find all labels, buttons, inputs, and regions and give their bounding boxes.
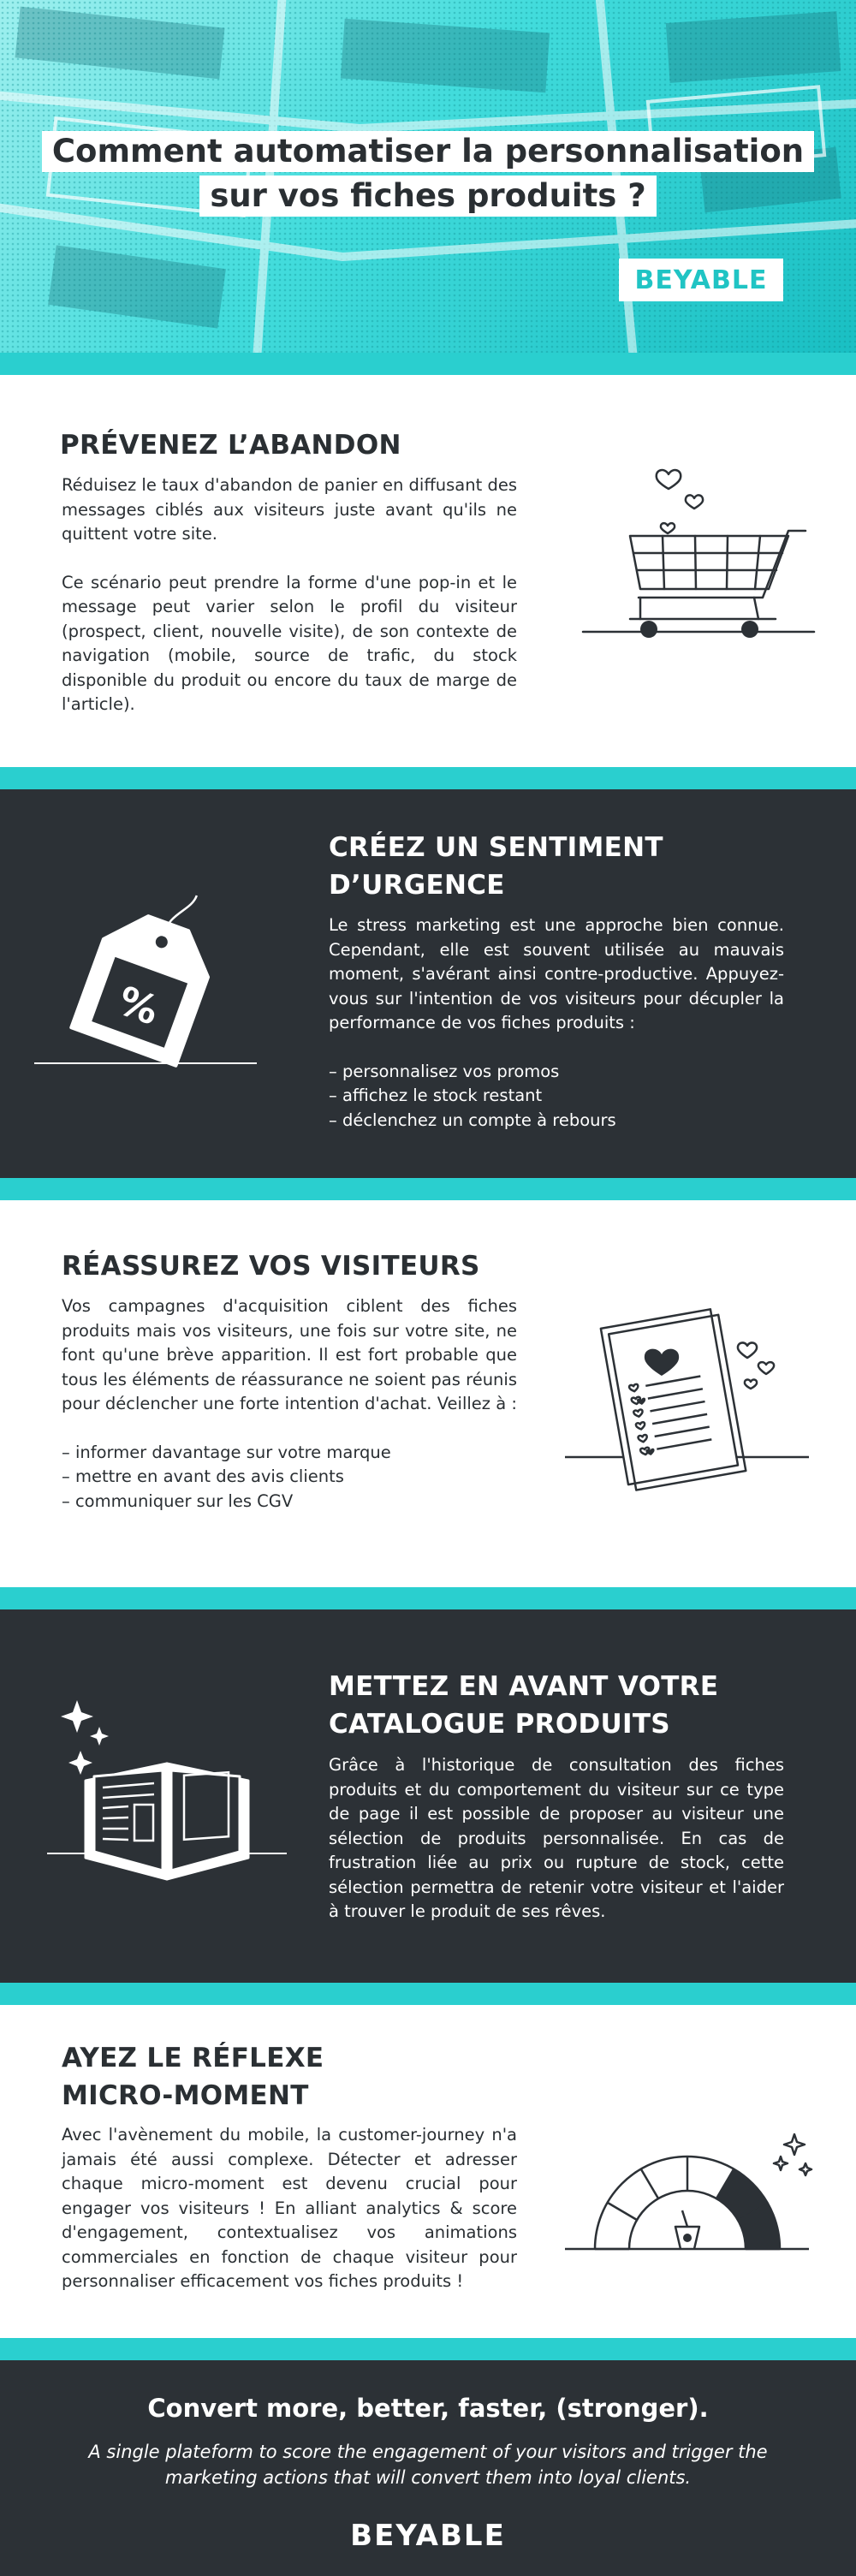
bullet-item: – communiquer sur les CGV bbox=[62, 1490, 294, 1511]
bullet-item: – informer davantage sur votre marque bbox=[62, 1442, 391, 1462]
section-reassurance-text: Vos campagnes d'acquisition ciblent des fiches produits mais vos visiteurs, une fois sur votre site, ne font qu'une brève apparition. Il est fort probable que tous les éléments de réassurance ne soient pas réunis pour déclencher une forte intention d'achat. Veillez à : – informer davantage sur votre marque – mettre en avant des avis clients – communiquer sur les CGV bbox=[62, 1294, 517, 1514]
footer-tagline: Convert more, better, faster, (stronger). bbox=[147, 2394, 709, 2423]
section-urgence bbox=[0, 789, 856, 1178]
section-abandon-title: PRÉVENEZ L’ABANDON bbox=[60, 430, 401, 461]
section-urgence-text: Le stress marketing est une approche bien connue. Cependant, elle est souvent utilisée au mauvais moment, s'avérant ainsi contre-productive. Appuyez-vous sur l'intention de vos visiteurs pour décupler la performance de vos fiches produits : – personnalisez vos promos – affichez le stock restant – déclenchez un compte à rebours bbox=[329, 913, 784, 1133]
price-tag-percent-icon bbox=[34, 875, 265, 1080]
engagement-gauge-icon bbox=[561, 2121, 817, 2266]
divider-band bbox=[0, 1178, 856, 1200]
bullet-item: – personnalisez vos promos bbox=[329, 1061, 560, 1081]
divider-band bbox=[0, 767, 856, 789]
bullet-item: – affichez le stock restant bbox=[329, 1086, 543, 1105]
section-micro-moment bbox=[0, 2005, 856, 2338]
footer-subtitle: A single plateform to score the engagement of your visitors and trigger the marketing actions that will convert them into loyal clients. bbox=[88, 2442, 768, 2488]
section-abandon-text: Réduisez le taux d'abandon de panier en diffusant des messages ciblés aux visiteurs juste avant qu'ils ne quittent votre site. Ce scénario peut prendre la forme d'une pop-in et le message peut varier selon le profil du visiteur (prospect, client, nouvelle visite), de son contexte de navigation (mobile, source de trafic, du stock disponible du produit ou encore du taux de marge de l'article). bbox=[62, 475, 517, 714]
section-reassurance bbox=[0, 1200, 856, 1587]
divider-band bbox=[0, 1983, 856, 2005]
section-abandon bbox=[0, 375, 856, 767]
divider-band bbox=[0, 1587, 856, 1609]
open-catalog-book-icon bbox=[47, 1695, 295, 1901]
divider-band bbox=[0, 353, 856, 375]
section-catalogue bbox=[0, 1609, 856, 1983]
hero-banner bbox=[0, 0, 856, 353]
section-catalogue-title-line-2: CATALOGUE PRODUITS bbox=[329, 1709, 670, 1740]
section-reassurance-title: RÉASSUREZ VOS VISITEURS bbox=[62, 1251, 480, 1282]
bullet-item: – déclenchez un compte à rebours bbox=[329, 1110, 616, 1130]
footer bbox=[0, 2360, 856, 2576]
section-micro-moment-title-line-2: MICRO-MOMENT bbox=[62, 2080, 309, 2111]
footer-brand-logo: BEYABLE bbox=[350, 2519, 506, 2553]
section-urgence-title-line-2: D’URGENCE bbox=[329, 870, 505, 901]
hero-title-line-1: Comment automatiser la personnalisation bbox=[0, 131, 856, 172]
divider-band bbox=[0, 2338, 856, 2360]
hero-brand-logo: BEYABLE bbox=[619, 259, 783, 301]
bullet-item: – mettre en avant des avis clients bbox=[62, 1466, 344, 1486]
section-micro-moment-text: Avec l'avènement du mobile, la customer-journey n'a jamais été aussi complexe. Détecter et adresser chaque micro-moment est devenu crucial pour engager vos visiteurs ! En alliant analytics & score d'engagement, contextualisez vos animations commerciales en fonction de chaque visiteur pour personnaliser efficacement vos fiches produits ! bbox=[62, 2125, 517, 2291]
section-catalogue-text: Grâce à l'historique de consultation des fiches produits et du comportement du visiteur sur ce type de page il est possible de proposer au visiteur une sélection de produits personnalisée. En cas de frustration liée au prix ou rupture de stock, cette sélection permettra de retenir votre visiteur et l'aider à trouver le produit de ses rêves. bbox=[329, 1755, 784, 1921]
hero-title-line-2: sur vos fiches produits ? bbox=[0, 176, 856, 217]
section-micro-moment-title-line-1: AYEZ LE RÉFLEXE bbox=[62, 2043, 324, 2073]
review-document-hearts-icon bbox=[561, 1303, 817, 1500]
shopping-cart-hearts-icon bbox=[579, 461, 818, 657]
section-urgence-title-line-1: CRÉEZ UN SENTIMENT bbox=[329, 832, 663, 863]
section-catalogue-title-line-1: METTEZ EN AVANT VOTRE bbox=[329, 1671, 719, 1702]
percent-symbol: % bbox=[111, 977, 165, 1034]
